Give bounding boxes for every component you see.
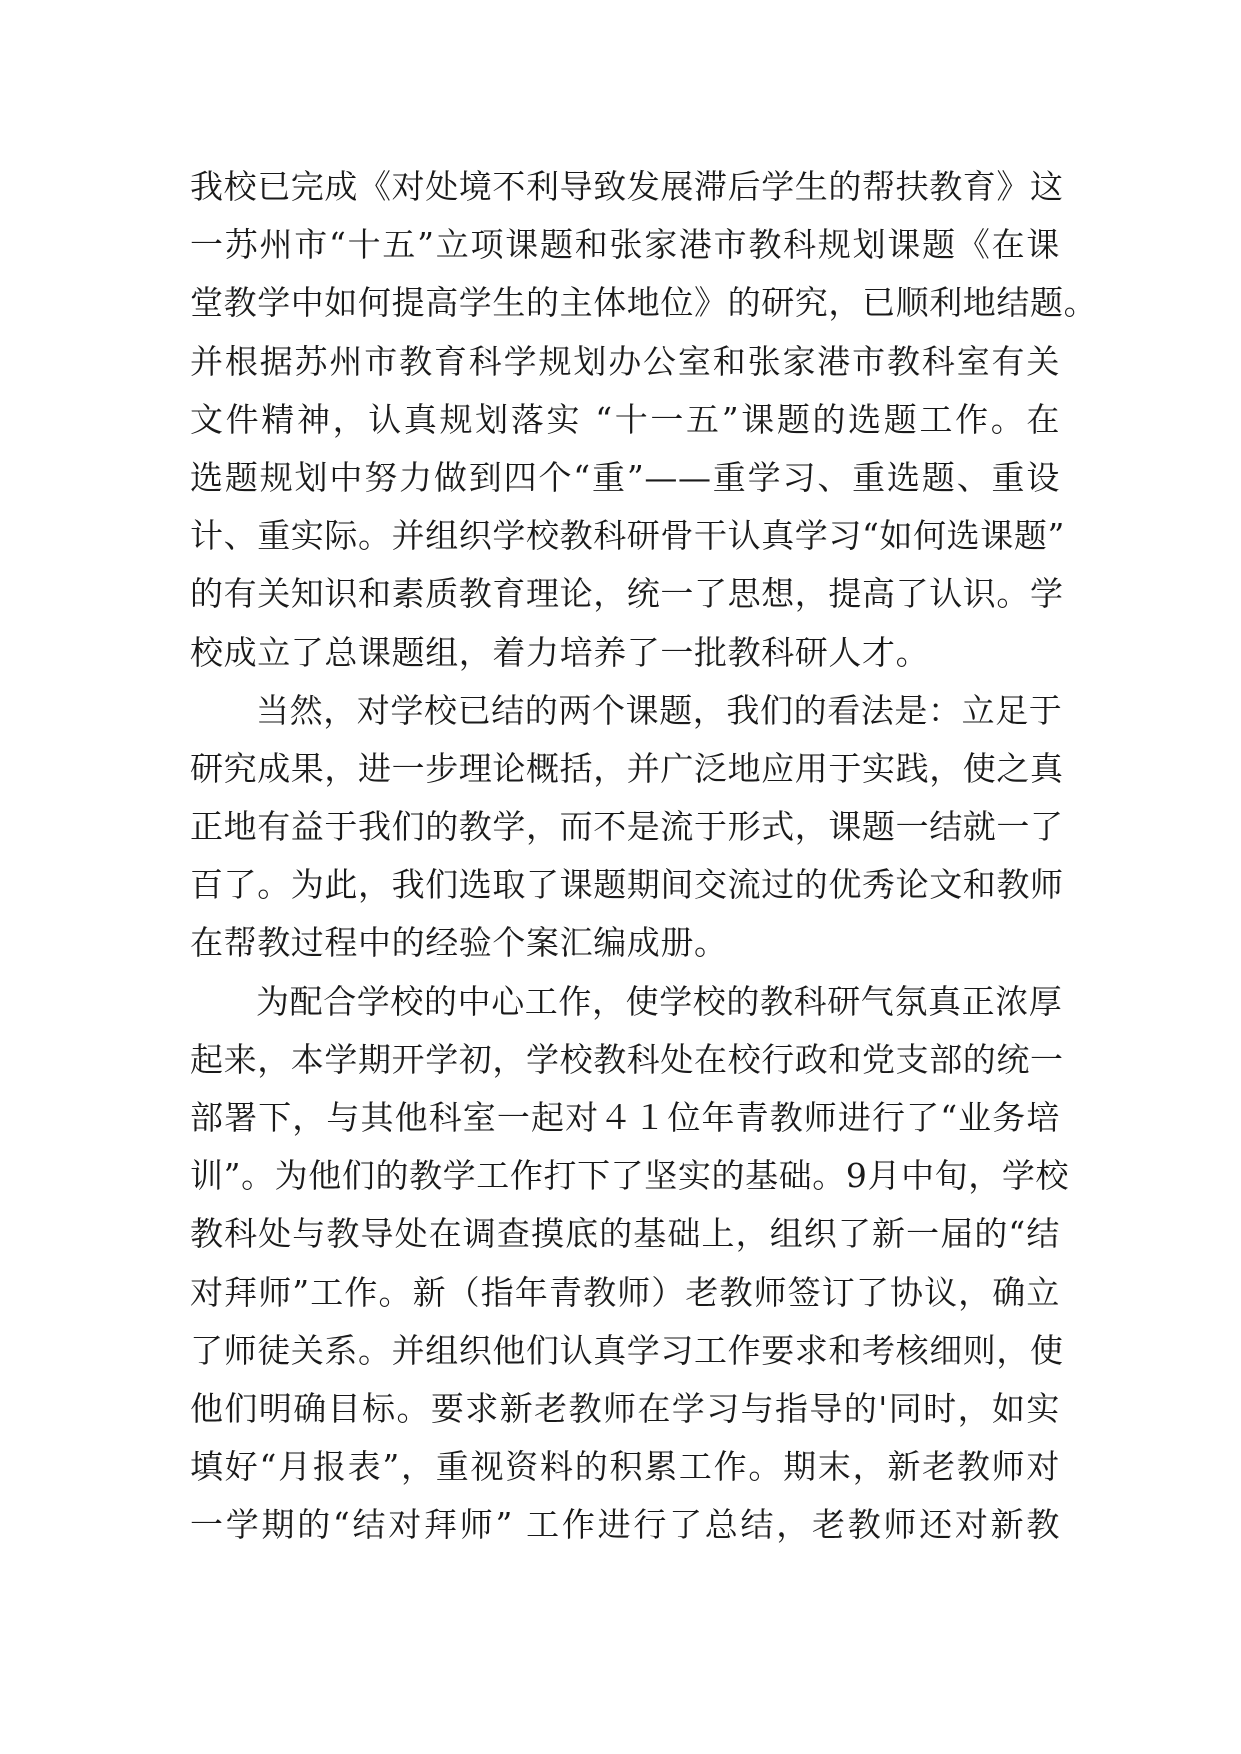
paragraph-3-line-8: 他们明确目标。要求新老教师在学习与指导的'同时，如实 [190,1388,1060,1428]
paragraph-3-line-6: 对拜师”工作。新（指年青教师）老教师签订了协议，确立 [190,1272,1060,1312]
paragraph-1-line-4: 并根据苏州市教育科学规划办公室和张家港市教科室有关 [190,341,1060,381]
paragraph-3-line-9: 填好“月报表”，重视资料的积累工作。期末，新老教师对 [190,1447,1060,1487]
paragraph-1-line-3: 堂教学中如何提高学生的主体地位》的研究，已顺利地结题。 [190,283,1098,323]
paragraph-3-line-4: 训”。为他们的教学工作打下了坚实的基础。9月中旬，学校 [190,1156,1070,1196]
paragraph-1-line-9: 校成立了总课题组，着力培养了一批教科研人才。 [190,632,930,672]
paragraph-1-line-7: 计、重实际。并组织学校教科研骨干认真学习“如何选课题” [190,516,1065,556]
paragraph-3-line-5: 教科处与教导处在调查摸底的基础上，组织了新一届的“结 [190,1214,1060,1254]
paragraph-1-line-2: 一苏州市“十五”立项课题和张家港市教科规划课题《在课 [190,225,1060,265]
paragraph-3-line-7: 了师徒关系。并组织他们认真学习工作要求和考核细则，使 [190,1330,1064,1370]
paragraph-2-line-4: 百了。为此，我们选取了课题期间交流过的优秀论文和教师 [190,865,1064,905]
paragraph-2-line-1: 当然，对学校已结的两个课题，我们的看法是：立足于 [256,690,1063,730]
paragraph-1-line-5: 文件精神，认真规划落实 “十一五”课题的选题工作。在 [190,399,1060,439]
paragraph-1-line-6: 选题规划中努力做到四个“重”——重学习、重选题、重设 [190,457,1060,497]
paragraph-3-line-2: 起来，本学期开学初，学校教科处在校行政和党支部的统一 [190,1039,1064,1079]
paragraph-3-line-1: 为配合学校的中心工作，使学校的教科研气氛真正浓厚 [256,981,1063,1021]
paragraph-1-line-8: 的有关知识和素质教育理论，统一了思想，提高了认识。学 [190,574,1064,614]
paragraph-2-line-5: 在帮教过程中的经验个案汇编成册。 [190,923,728,963]
paragraph-3-line-3: 部署下，与其他科室一起对４１位年青教师进行了“业务培 [190,1098,1060,1137]
paragraph-1-line-1: 我校已完成《对处境不利导致发展滞后学生的帮扶教育》这 [190,167,1064,206]
paragraph-3-line-10: 一学期的“结对拜师” 工作进行了总结，老教师还对新教 [190,1505,1060,1545]
document-body [190,158,1098,1555]
paragraph-2-line-3: 正地有益于我们的教学，而不是流于形式，课题一结就一了 [190,807,1064,847]
paragraph-2-line-2: 研究成果，进一步理论概括，并广泛地应用于实践，使之真 [190,748,1064,788]
